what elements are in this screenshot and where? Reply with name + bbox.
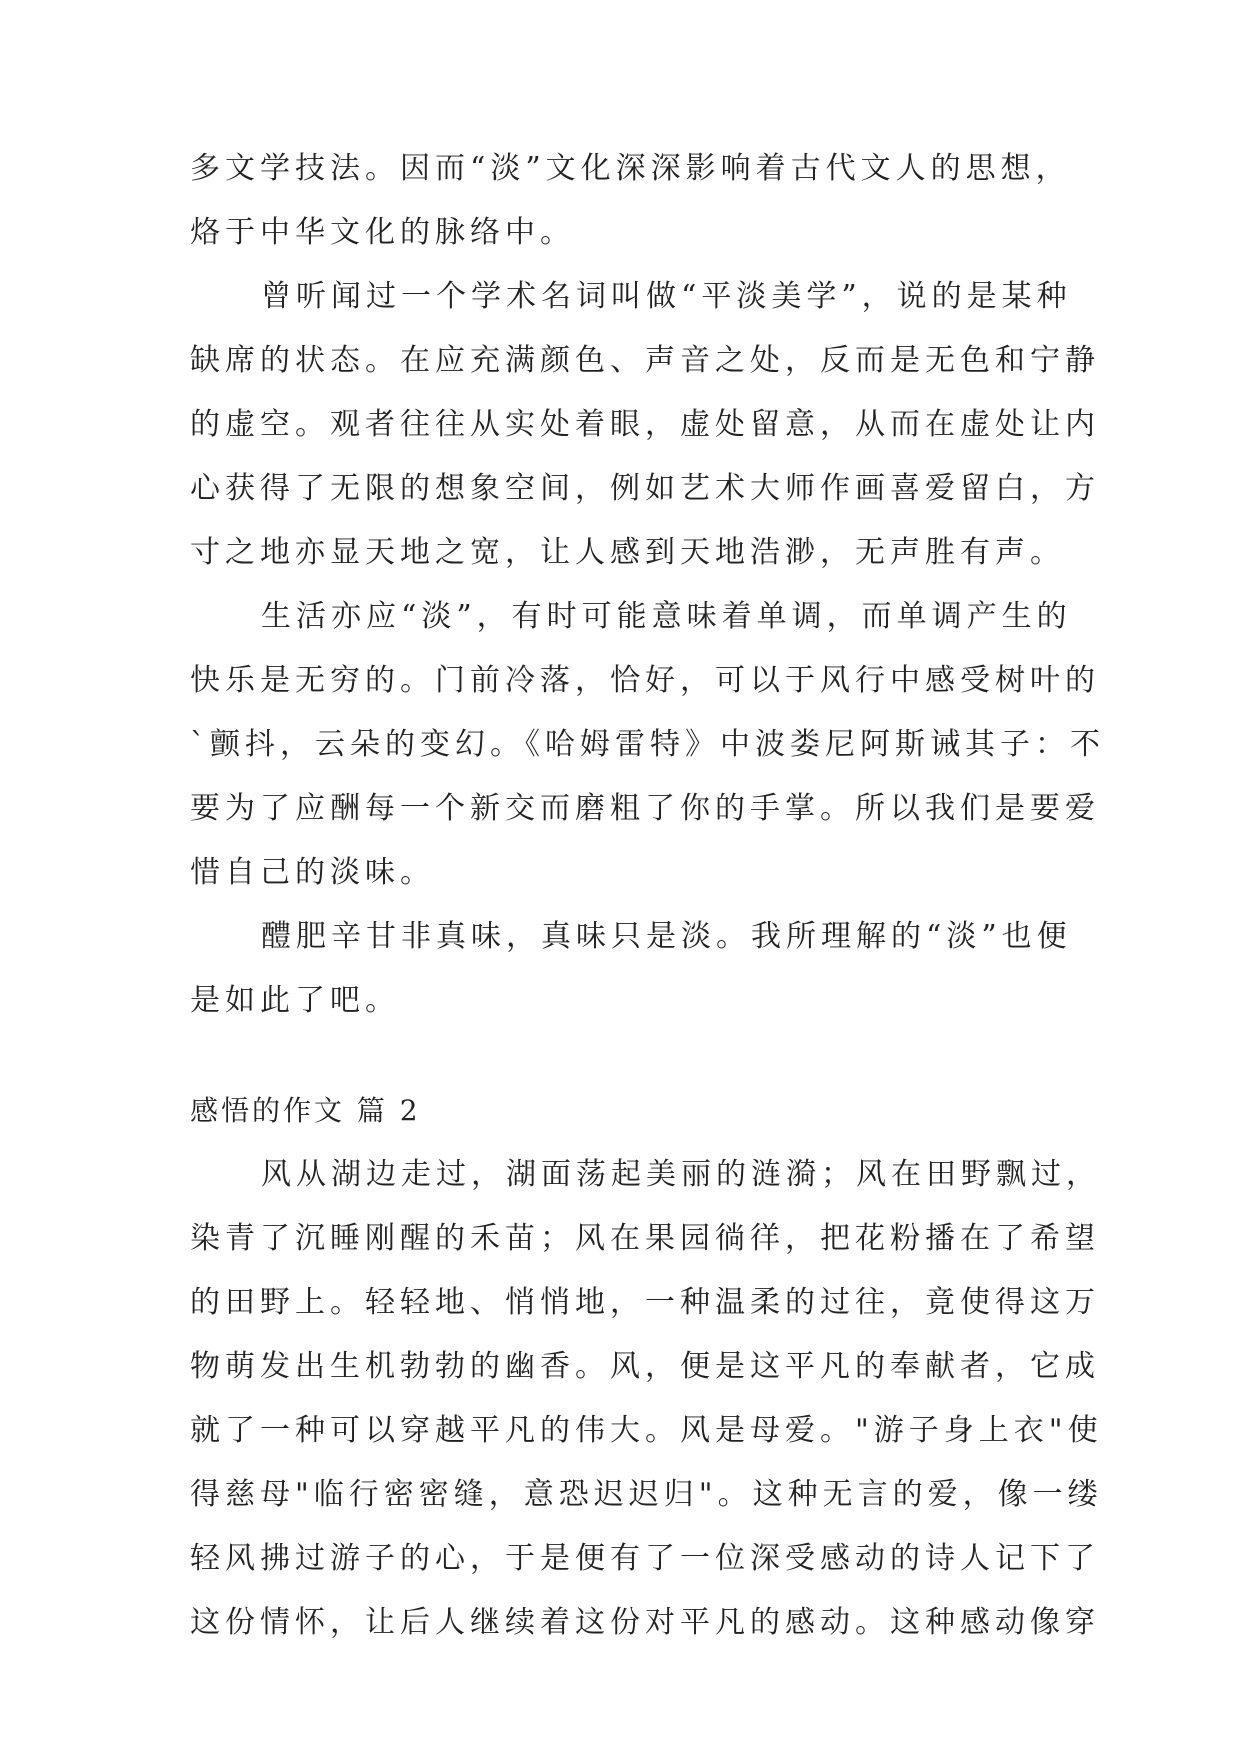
- paragraph-continued: [190, 137, 1071, 265]
- paragraph-conclusion: [190, 905, 1072, 1033]
- text-line: 轻风拂过游子的心，于是便有了一位深受感动的诗人记下了: [190, 1541, 1100, 1576]
- text-line: 生活亦应“淡”，有时可能意味着单调，而单调产生的: [261, 599, 1072, 634]
- text-line: 的田野上。轻轻地、悄悄地，一种温柔的过往，竟使得这万: [190, 1285, 1100, 1320]
- text-line: 染青了沉睡刚醒的禾苗；风在果园徜徉，把花粉播在了希望: [190, 1221, 1100, 1256]
- text-line: `颤抖，云朵的变幻。《哈姆雷特》中波娄尼阿斯诫其子：不: [190, 727, 1105, 762]
- paragraph-life: [190, 585, 1105, 905]
- text-line: 醴肥辛甘非真味，真味只是淡。我所理解的“淡”也便: [261, 919, 1072, 954]
- text-line: 风从湖边走过，湖面荡起美丽的涟漪；风在田野飘过，: [261, 1157, 1101, 1192]
- text-line: 惜自己的淡味。: [190, 855, 435, 890]
- text-line: 缺席的状态。在应充满颜色、声音之处，反而是无色和宁静: [190, 343, 1100, 378]
- text-line: 物萌发出生机勃勃的幽香。风，便是这平凡的奉献者，它成: [190, 1349, 1100, 1384]
- text-line: 曾听闻过一个学术名词叫做“平淡美学”，说的是某种: [261, 279, 1072, 314]
- section-spacer: [190, 1033, 1052, 1079]
- text-line: 就了一种可以穿越平凡的伟大。风是母爱。"游子身上衣"使: [190, 1413, 1103, 1448]
- text-line: 得慈母"临行密密缝，意恐迟迟归"。这种无言的爱，像一缕: [190, 1477, 1103, 1512]
- text-line: 这份情怀，让后人继续着这份对平凡的感动。这种感动像穿: [190, 1605, 1100, 1640]
- text-line: 寸之地亦显天地之宽，让人感到天地浩渺，无声胜有声。: [190, 535, 1065, 570]
- document-body: [190, 137, 1105, 1655]
- text-line: 多文学技法。因而“淡”文化深深影响着古代文人的思想，: [190, 151, 1071, 186]
- text-line: 的虚空。观者往往从实处着眼，虚处留意，从而在虚处让内: [190, 407, 1100, 442]
- section-heading: 感悟的作文 篇 2: [190, 1094, 421, 1127]
- text-line: 心获得了无限的想象空间，例如艺术大师作画喜爱留白，方: [190, 471, 1100, 506]
- text-line: 是如此了吧。: [190, 983, 400, 1018]
- paragraph-aesthetics: [190, 265, 1100, 585]
- paragraph-wind: [190, 1143, 1103, 1655]
- text-line: 快乐是无穷的。门前冷落，恰好，可以于风行中感受树叶的: [190, 663, 1100, 698]
- text-line: 烙于中华文化的脉络中。: [190, 215, 575, 250]
- text-line: 要为了应酬每一个新交而磨粗了你的手掌。所以我们是要爱: [190, 791, 1100, 826]
